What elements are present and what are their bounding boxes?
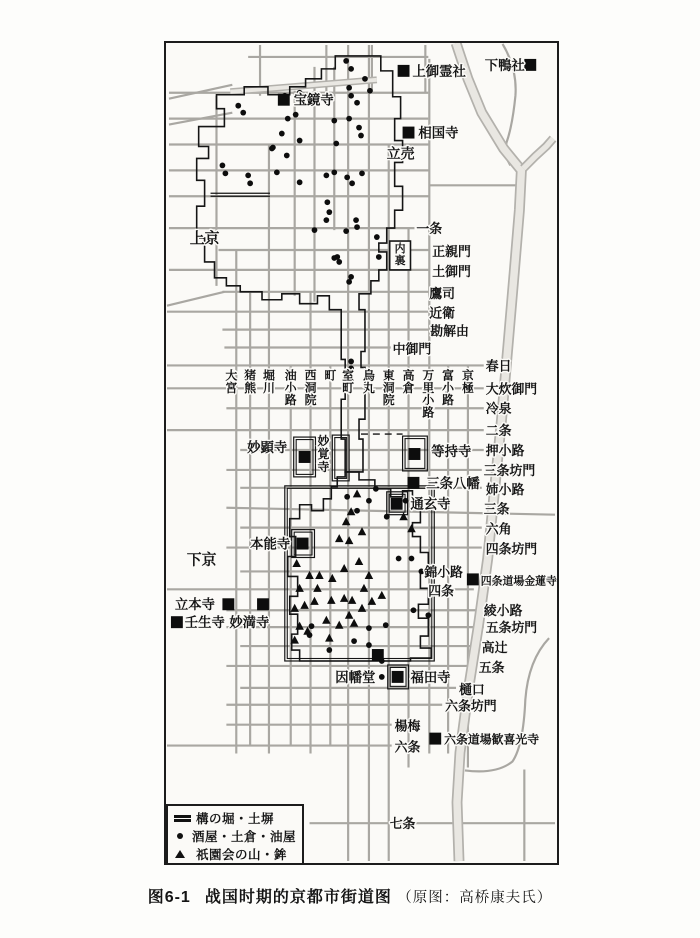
legend-label-wall: 構の堀・土塀 [196,812,275,826]
street-label: 中御門 [392,341,432,357]
temple-square [391,498,403,510]
merchant-dot [374,234,380,240]
street-label: 五条坊門 [485,620,538,636]
street-label: 鷹司 [429,285,456,301]
street-label: 勘解由 [430,323,469,339]
merchant-dot [346,85,352,91]
street-label-vertical: 万里小路 [422,368,435,420]
gion-float-triangle [295,584,304,592]
merchant-dot [245,172,251,178]
street-label: 五条 [478,659,505,675]
merchant-dot [309,623,315,629]
dot-symbol-icon [174,833,192,839]
merchant-dot [373,486,379,492]
street-label-vertical: 大宮 [225,368,238,395]
street-label: 三条 [483,501,510,517]
gion-float-triangle [313,584,322,592]
merchant-dot [220,163,226,169]
merchant-dot [348,274,354,280]
merchant-dot [324,199,330,205]
temple-square [392,671,404,683]
merchant-dot [349,180,355,186]
merchant-dot [323,217,329,223]
merchant-dot [354,224,360,230]
merchant-dot [354,508,360,514]
street-label: 四条坊門 [485,541,538,557]
merchant-dot [344,174,350,180]
merchant-dot [274,169,280,175]
street-label-vertical: 富小路 [442,368,455,408]
merchant-dot [247,180,253,186]
gion-float-triangle [399,512,408,520]
merchant-dot [354,100,360,106]
merchant-dot [353,217,359,223]
figure-caption [0,884,700,907]
temple-square [429,733,441,745]
merchant-dot [235,103,241,109]
merchant-dot [336,259,342,265]
temple-square [299,451,311,463]
gion-float-triangle [355,557,364,565]
street-label-vertical: 町 [324,368,337,383]
temple-square [257,598,269,610]
legend-row-triangle [174,845,296,863]
merchant-dot [396,556,402,562]
label-layer [175,57,557,831]
gion-float-triangle [360,584,369,592]
site-label: 壬生寺 [184,615,225,631]
gion-float-triangle [345,536,354,544]
merchant-dot [331,255,337,261]
merchant-dot [346,116,352,122]
legend-row-dot [174,827,296,845]
legend-label-dot: 酒屋・土倉・油屋 [191,830,296,844]
site-label: 福田寺 [410,669,451,685]
temple-square [524,59,536,71]
merchant-dot [223,170,229,176]
merchant-dot [425,612,431,618]
street-label-vertical: 東洞院 [382,368,395,408]
street-label-vertical: 西洞院 [304,368,317,408]
site-label: 因幡堂 [335,669,376,685]
merchant-dot [343,58,349,64]
figure-title: 战国时期的京都市街道图 [204,889,392,906]
merchant-dot [358,133,364,139]
temple-square [467,573,479,585]
site-label: 上御霊社 [412,63,466,79]
merchant-dot [285,116,291,122]
street-label: 二条 [485,423,512,439]
merchant-dot [356,125,362,131]
site-label: 立本寺 [174,597,215,613]
legend-label-triangle: 祇園会の山・鉾 [196,848,288,862]
site-label: 妙満寺 [229,615,270,631]
site-label: 妙顕寺 [247,439,288,456]
merchant-dot [351,638,357,644]
merchant-dot [403,498,409,504]
street-label: 大炊御門 [485,381,538,397]
street-label: 姉小路 [485,481,525,497]
street-label: 高辻 [481,639,508,656]
site-label: 通玄寺 [410,496,451,512]
merchant-dot [333,141,339,147]
merchant-dot [269,146,275,152]
merchant-dot [367,88,373,94]
street-label: 七条 [389,816,416,832]
street-label: 樋口 [459,681,485,697]
temple-square [403,127,415,139]
legend-row-wall [174,809,296,827]
street-label: 押小路 [485,442,525,458]
gion-float-triangle [300,601,309,609]
street-label-vertical: 室町 [342,368,355,395]
site-label: 宝鏡寺 [293,92,334,108]
site-label: 本能寺 [250,536,291,552]
merchant-dot [366,642,372,648]
temple-square [398,65,410,77]
street-label: 六条坊門 [445,698,497,714]
merchant-dot [343,228,349,234]
gion-float-triangle [335,621,344,629]
street-label-vertical: 高倉 [402,368,415,395]
merchant-dot [331,169,337,175]
temple-square [278,94,290,106]
merchant-dot [366,498,372,504]
temple-square [171,616,183,628]
street-label: 三条坊門 [483,462,536,478]
gion-float-triangle [378,591,387,599]
street-label-vertical: 烏丸 [362,368,375,395]
merchant-dot [366,625,372,631]
temple-square [409,448,421,460]
street-label-vertical: 堀川 [263,368,275,395]
street-label: 綾小路 [483,603,523,619]
temple-square [408,477,420,489]
street-label: 冷泉 [485,401,512,417]
kyoto-map-svg [166,43,557,863]
merchant-dot [384,514,390,520]
site-label: 四条道場金蓮寺 [480,575,557,588]
site-label: 等持寺 [431,443,472,459]
merchant-dot [376,254,382,260]
merchant-dot [331,118,337,124]
street-label: 楊梅 [394,718,421,734]
figure-number: 图6-1 [147,889,191,906]
gion-float-triangle [350,619,359,627]
site-label: 三条八幡 [426,475,480,491]
gion-float-triangle [327,596,336,604]
merchant-dot [348,359,354,365]
merchant-dot [323,172,329,178]
kyoto-map-frame [164,41,559,865]
street-label: 四条 [428,583,455,599]
gion-float-triangle [345,611,354,619]
site-label: 相国寺 [418,125,459,141]
merchant-dot [348,66,354,72]
merchant-dot [326,647,332,653]
merchant-dot [346,279,352,285]
gion-float-triangle [353,489,362,497]
merchant-dot [326,209,332,215]
gion-float-triangle [335,534,344,542]
area-label: 立売 [386,145,415,162]
temple-square [222,598,234,610]
site-label: 六条道場歓喜光寺 [444,732,540,747]
gion-float-triangle [358,604,367,612]
merchant-dot [411,607,417,613]
merchant-dot [344,494,350,500]
dairi-box [390,241,411,270]
temple-square [297,538,309,550]
street-label: 近衛 [429,305,456,321]
triangle-symbol-icon [174,850,196,858]
merchant-dot [362,76,368,82]
street-label-vertical: 油小路 [284,368,297,408]
street-label: 土御門 [432,263,471,279]
wall-symbol-icon [174,815,196,822]
merchant-dot [312,227,318,233]
merchant-dot [297,138,303,144]
merchant-dot [409,556,415,562]
gion-float-triangle [295,622,304,630]
area-label: 下京 [186,552,217,569]
street-label-vertical: 猪熊 [244,368,257,395]
street-label: 正親門 [432,243,471,259]
street-label-vertical: 京極 [461,368,474,395]
merchant-dot [383,622,389,628]
gion-float-triangle [292,559,301,567]
merchant-dot [379,674,385,680]
site-label: 下鴨社 [484,57,525,73]
street-label: 錦小路 [424,564,463,580]
dairi-label: 内裏 [394,242,406,267]
street-label: 六角 [485,521,512,537]
site-label-vertical: 妙覚寺 [317,434,330,474]
merchant-dot [348,93,354,99]
street-label: 六条 [394,739,421,755]
merchant-dot [359,170,365,176]
map-legend [166,804,304,865]
street-label: 春日 [485,358,512,374]
merchant-dot [293,112,299,118]
area-label: 上京 [189,230,220,248]
street-label: 一条 [416,221,443,237]
gion-float-triangle [325,634,334,642]
merchant-dot [279,131,285,137]
temple-square [372,649,384,661]
merchant-dot [240,110,246,116]
merchant-dot [284,153,290,159]
merchant-dot [297,179,303,185]
figure-source: （原图：高桥康夫氏） [397,890,553,906]
